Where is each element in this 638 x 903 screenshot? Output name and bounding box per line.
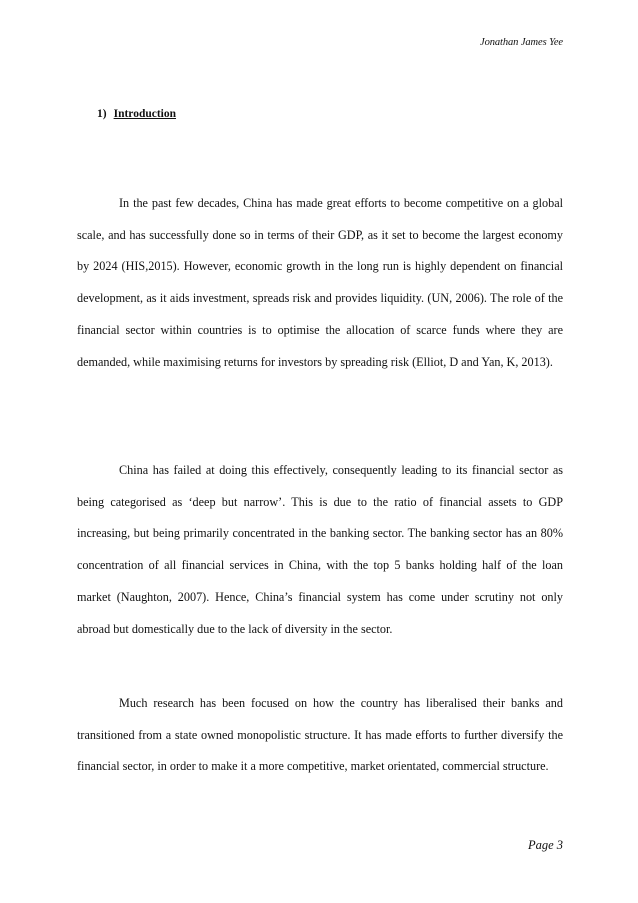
header-author-name: Jonathan James Yee — [480, 37, 563, 48]
section-number: 1) — [97, 108, 107, 120]
page-number: Page 3 — [527, 838, 563, 852]
body-paragraph-3: Much research has been focused on how the country has liberalised their banks and transitioned from a state owned monopolistic structure. It has made efforts to further diversify the financial sector, in order to make it a more competitive, market orientated, commercial structure. — [77, 696, 563, 774]
body-paragraph-2: China has failed at doing this effectively, consequently leading to its financial sector as being categorised as ‘deep but narrow’. This is due to the ratio of financial assets to GDP increasing, but being primarily concentrated in the banking sector. The banking sector has an 80% concentration of all financial services in China, with the top 5 banks holding half of the loan market (Naughton, 2007). Hence, China’s financial system has come under scrutiny not only abroad but domestically due to the lack of diversity in the sector. — [77, 463, 563, 636]
section-title: Introduction — [113, 108, 177, 120]
section-heading — [97, 108, 176, 120]
body-paragraph-1: In the past few decades, China has made great efforts to become competitive on a global scale, and has successfully done so in terms of their GDP, as it set to become the largest economy by 2024 (HIS,2015). However, economic growth in the long run is highly dependent on financial development, as it aids investment, spreads risk and provides liquidity. (UN, 2006). The role of the financial sector within countries is to optimise the allocation of scarce funds where they are demanded, while maximising returns for investors by spreading risk (Elliot, D and Yan, K, 2013). — [77, 196, 563, 369]
